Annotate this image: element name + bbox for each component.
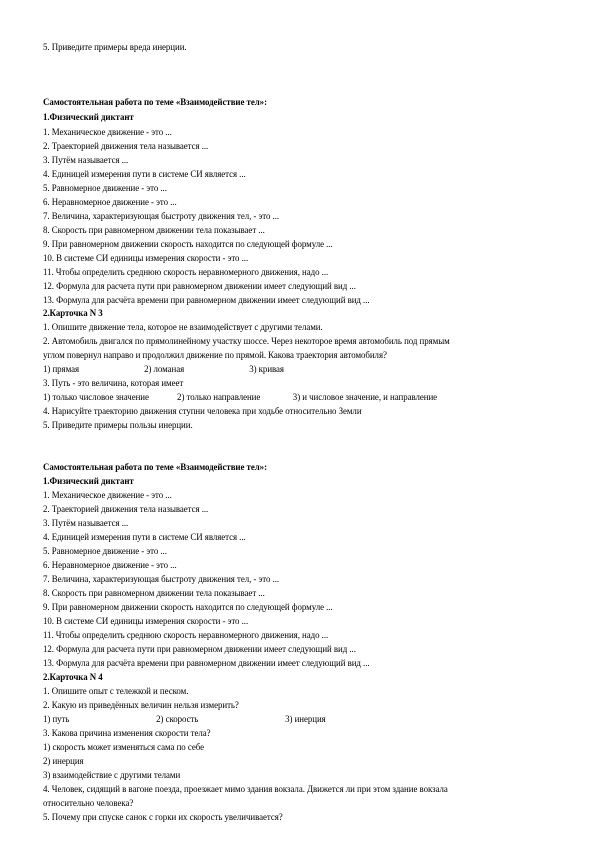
block2-dictation-item: 12. Формула для расчета пути при равномерном движении имеет следующий вид ... <box>43 644 356 654</box>
block2-dictation-item: 8. Скорость при равномерном движении тела показывает ... <box>43 588 265 598</box>
block2-dictation-item: 1. Механическое движение - это ... <box>43 490 172 500</box>
block2-dictation-item: 13. Формула для расчёта времени при равномерном движении имеет следующий вид ... <box>43 658 370 668</box>
block1-dictation-item: 8. Скорость при равномерном движении тела показывает ... <box>43 225 265 235</box>
block1-dictation-item: 13. Формула для расчёта времени при равномерном движении имеет следующий вид ... <box>43 295 370 305</box>
block1-dictation-item: 3. Путём называется ... <box>43 155 129 165</box>
block2-dictation-item: 7. Величина, характеризующая быстроту движения тел, - это ... <box>43 574 280 584</box>
block1-dictation-item: 6. Неравномерное движение - это ... <box>43 197 177 207</box>
block2-card-item: 5. Почему при спуске санок с горки их скорость увеличивается? <box>43 812 283 822</box>
top-question: 5. Приведите примеры вреда инерции. <box>43 42 187 52</box>
block1-dictation-item: 5. Равномерное движение - это ... <box>43 183 167 193</box>
block1-dictation-item: 9. При равномерном движении скорость находится по следующей формуле ... <box>43 239 333 249</box>
block2-dictation-item: 5. Равномерное движение - это ... <box>43 546 167 556</box>
block2-card-item: 3. Какова причина изменения скорости тела? <box>43 728 211 738</box>
block2-section-card: 2.Карточка N 4 <box>43 672 103 682</box>
block1-card-options: 1) прямая 2) ломаная 3) кривая <box>43 364 284 374</box>
block2-card-option: 1) скорость может изменяться сама по себе <box>43 742 204 752</box>
block1-card-item: 4. Нарисуйте траекторию движения ступни человека при ходьбе относительно Земли <box>43 406 362 416</box>
block1-card-item: 5. Приведите примеры пользы инерции. <box>43 420 193 430</box>
block2-card-item: 1. Опишите опыт с тележкой и песком. <box>43 686 189 696</box>
block1-dictation-item: 2. Траекторией движения тела называется ... <box>43 141 209 151</box>
block1-dictation-item: 10. В системе СИ единицы измерения скорости - это ... <box>43 253 249 263</box>
block2-dictation-item: 9. При равномерном движении скорость находится по следующей формуле ... <box>43 602 333 612</box>
block1-card-item: углом повернул направо и продолжил движение по прямой. Какова траектория автомобиля? <box>43 350 387 360</box>
block1-card-options: 1) только числовое значение 2) только направление 3) и числовое значение, и направление <box>43 392 438 402</box>
block1-card-item: 1. Опишите движение тела, которое не взаимодействует с другими телами. <box>43 322 323 332</box>
block2-card-item: 2. Какую из приведённых величин нельзя измерить? <box>43 700 239 710</box>
block1-title: Самостоятельная работа по теме «Взаимодействие тел»: <box>43 97 267 107</box>
block2-dictation-item: 6. Неравномерное движение - это ... <box>43 560 177 570</box>
block2-dictation-item: 4. Единицей измерения пути в системе СИ является ... <box>43 532 246 542</box>
block1-dictation-item: 11. Чтобы определить среднюю скорость неравномерного движения, надо ... <box>43 267 329 277</box>
block2-card-option: 3) взаимодействие с другими телами <box>43 770 181 780</box>
block2-dictation-item: 10. В системе СИ единицы измерения скорости - это ... <box>43 616 249 626</box>
block1-dictation-item: 7. Величина, характеризующая быстроту движения тел, - это ... <box>43 211 280 221</box>
block1-section-dictation: 1.Физический диктант <box>43 112 134 122</box>
block1-dictation-item: 12. Формула для расчета пути при равномерном движении имеет следующий вид ... <box>43 281 356 291</box>
block2-section-dictation: 1.Физический диктант <box>43 476 134 486</box>
block2-card-item: относительно человека? <box>43 798 134 808</box>
block2-dictation-item: 3. Путём называется ... <box>43 518 129 528</box>
block2-card-option: 2) инерция <box>43 756 84 766</box>
block2-title: Самостоятельная работа по теме «Взаимодействие тел»: <box>43 462 267 472</box>
block2-card-options: 1) путь 2) скорость 3) инерция <box>43 714 326 724</box>
block1-dictation-item: 4. Единицей измерения пути в системе СИ является ... <box>43 169 246 179</box>
block1-dictation-item: 1. Механическое движение - это ... <box>43 127 172 137</box>
block1-section-card: 2.Карточка N 3 <box>43 308 103 318</box>
block1-card-item: 3. Путь - это величина, которая имеет <box>43 378 184 388</box>
block1-card-item: 2. Автомобиль двигался по прямолинейному участку шоссе. Через некоторое время автомобиль под прямым <box>43 336 450 346</box>
block2-card-item: 4. Человек, сидящий в вагоне поезда, проезжает мимо здания вокзала. Движется ли при этом здание вокзала <box>43 784 448 794</box>
block2-dictation-item: 11. Чтобы определить среднюю скорость неравномерного движения, надо ... <box>43 630 329 640</box>
block2-dictation-item: 2. Траекторией движения тела называется ... <box>43 504 209 514</box>
